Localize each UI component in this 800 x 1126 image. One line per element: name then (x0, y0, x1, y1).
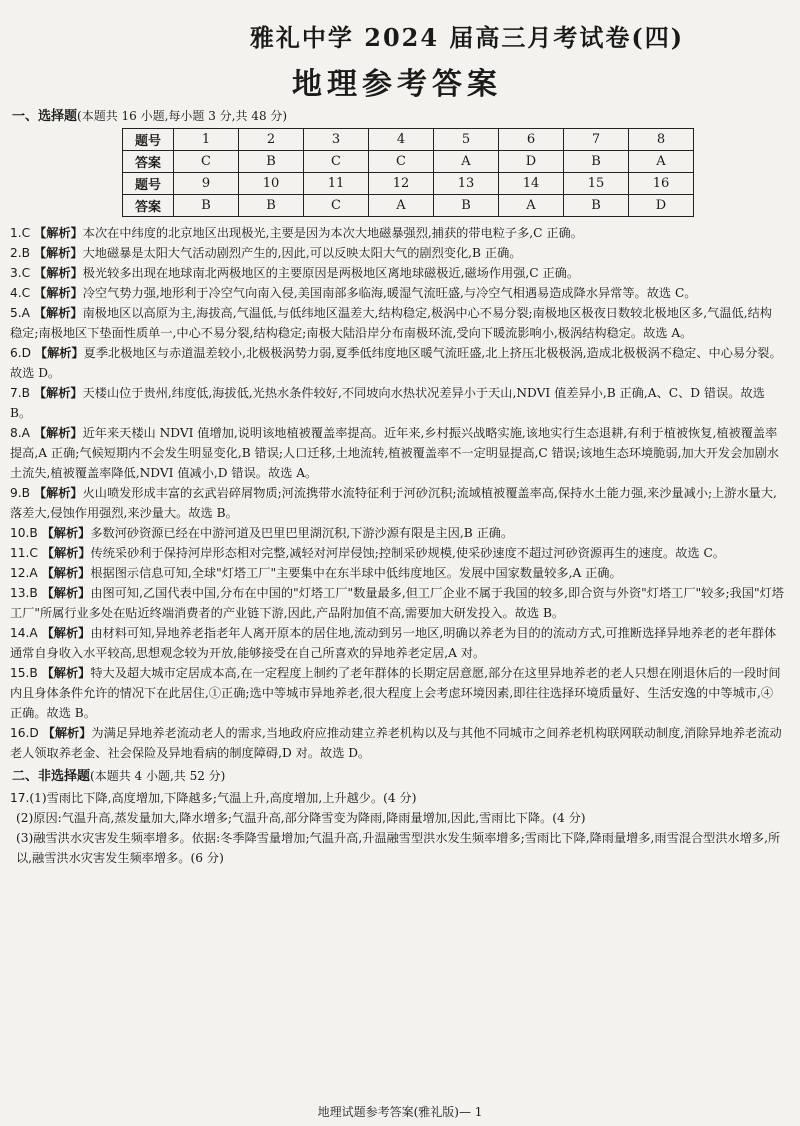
table-cell: 4 (369, 129, 434, 151)
table-cell: 15 (564, 173, 629, 195)
table-cell: C (369, 151, 434, 173)
table-cell: 7 (564, 129, 629, 151)
table-cell: B (174, 195, 239, 217)
table-cell: 6 (499, 129, 564, 151)
table-cell: 14 (499, 173, 564, 195)
table-cell: 8 (629, 129, 694, 151)
answer-list (10, 223, 784, 763)
list-item: 5.A 【解析】南极地区以高原为主,海拔高,气温低,与低纬地区温差大,结构稳定,极涡中心不易分裂;南极地区极夜日数较北极地区多,气温低,结构稳定;南极地区下垫面性质单一,中心不易分裂,结构稳定;南极大陆沿岸分布南极环流,受向下暖流影响小,极涡结构稳定。故选 A。 (10, 306, 772, 340)
table-cell: A (629, 151, 694, 173)
list-item: 12.A 【解析】根据图示信息可知,全球"灯塔工厂"主要集中在东半球中低纬度地区。发展中国家数量较多,A 正确。 (10, 566, 622, 580)
list-item: 6.D 【解析】夏季北极地区与赤道温差较小,北极极涡势力弱,夏季低纬度地区暖气流旺盛,北上挤压北极极涡,造成北极极涡不稳定、中心易分裂。故选 D。 (10, 346, 782, 380)
list-item: 7.B 【解析】天楼山位于贵州,纬度低,海拔低,光热水条件较好,不同坡向水热状况差异小于天山,NDVI 值差异小,B 正确,A、C、D 错误。故选 B。 (10, 386, 765, 420)
table-row-label: 题号 (123, 173, 174, 195)
table-row (123, 195, 694, 217)
table-cell: 3 (304, 129, 369, 151)
table-row-label: 题号 (123, 129, 174, 151)
list-item: 10.B 【解析】多数河砂资源已经在中游河道及巴里巴里湖沉积,下游沙源有限是主因,B 正确。 (10, 526, 514, 540)
section-2-note: (本题共 4 小题,共 52 分) (90, 769, 226, 783)
list-item: 17.(1)雪雨比下降,高度增加,下降越多;气温上升,高度增加,上升越少。(4 分) (10, 791, 417, 805)
page-title: 地理参考答案 (292, 67, 502, 102)
list-item: 8.A 【解析】近年来天楼山 NDVI 值增加,说明该地植被覆盖率提高。近年来,乡村振兴战略实施,该地实行生态退耕,有利于植被恢复,植被覆盖率提高,A 正确;气候短期内不会发生明显变化,B 错误;人口迁移,土地流转,植被覆盖率不一定明显提高,C 错误;该地生态环境脆弱,加大开发会加剧水土流失,植被覆盖率降低,NDVI 值减小,D 错误。故选 A。 (10, 426, 779, 480)
table-cell: 11 (304, 173, 369, 195)
list-item: 2.B 【解析】大地磁暴是太阳大气活动剧烈产生的,因此,可以反映太阳大气的剧烈变化,B 正确。 (10, 246, 522, 260)
question-17 (10, 788, 784, 868)
list-item: 4.C 【解析】冷空气势力强,地形利于冷空气向南入侵,美国南部多临海,暖湿气流旺盛,与冷空气相遇易造成降水异常等。故选 C。 (10, 286, 697, 300)
table-cell: D (499, 151, 564, 173)
table-cell: B (564, 195, 629, 217)
list-item: 16.D 【解析】为满足异地养老流动老人的需求,当地政府应推动建立养老机构以及与其他不同城市之间养老机构联网联动制度,消除异地养老流动老人领取养老金、社会保险及异地看病的制度障碍,D 对。故选 D。 (10, 726, 782, 760)
table-cell: A (499, 195, 564, 217)
table-cell: 9 (174, 173, 239, 195)
table-row (123, 173, 694, 195)
table-cell: 1 (174, 129, 239, 151)
list-item: 9.B 【解析】火山喷发形成丰富的玄武岩碎屑物质;河流携带水流特征利于河砂沉积;流域植被覆盖率高,保持水土能力强,来沙量减小;上游水量大,落差大,侵蚀作用强烈,来沙量大。故选 B。 (10, 486, 777, 520)
table-cell: A (434, 151, 499, 173)
table-cell: B (239, 151, 304, 173)
table-cell: D (629, 195, 694, 217)
table-cell: B (239, 195, 304, 217)
list-item: 3.C 【解析】极光较多出现在地球南北两极地区的主要原因是两极地区离地球磁极近,磁场作用强,C 正确。 (10, 266, 580, 280)
list-item: (2)原因:气温升高,蒸发量加大,降水增多;气温升高,部分降雪变为降雨,降雨量增加,因此,雪雨比下降。(4 分) (16, 811, 586, 825)
table-cell: A (369, 195, 434, 217)
section-1-title: 一、选择题 (12, 109, 78, 124)
section-1-note: (本题共 16 小题,每小题 3 分,共 48 分) (77, 109, 288, 123)
table-cell: C (304, 151, 369, 173)
section-1-heading (12, 105, 784, 124)
table-row (123, 151, 694, 173)
list-item: 14.A 【解析】由材料可知,异地养老指老年人离开原本的居住地,流动到另一地区,明确以养老为目的的流动方式,可推断选择异地养老的老年群体通常自身收入水平较高,思想观念较为开放,能够接受在自己所喜欢的异地养老定居,A 对。 (10, 626, 777, 660)
table-cell: 16 (629, 173, 694, 195)
table-cell: 13 (434, 173, 499, 195)
table-cell: C (304, 195, 369, 217)
table-cell: B (564, 151, 629, 173)
section-2-heading (12, 765, 784, 784)
table-cell: 10 (239, 173, 304, 195)
table-cell: 5 (434, 129, 499, 151)
list-item: 13.B 【解析】由图可知,乙国代表中国,分布在中国的"灯塔工厂"数量最多,但工厂企业不属于我国的较多,即合资与外资"灯塔工厂"较多;我国"灯塔工厂"所属行业多处在贴近终端消费者的产业链下游,因此,产品附加值不高,需要加大研发投入。故选 B。 (10, 586, 784, 620)
list-item: 11.C 【解析】传统采砂利于保持河岸形态相对完整,减轻对河岸侵蚀;控制采砂规模,使采砂速度不超过河砂资源再生的速度。故选 C。 (10, 546, 725, 560)
table-cell: 12 (369, 173, 434, 195)
answer-key-table (122, 128, 694, 217)
section-2-title: 二、非选择题 (12, 769, 91, 784)
table-row-label: 答案 (123, 195, 174, 217)
table-row (123, 129, 694, 151)
table-cell: C (174, 151, 239, 173)
list-item: 1.C 【解析】本次在中纬度的北京地区出现极光,主要是因为本次大地磁暴强烈,捕获的带电粒子多,C 正确。 (10, 226, 583, 240)
school-title: 雅礼中学 2024 届高三月考试卷(四) (249, 23, 685, 52)
table-cell: B (434, 195, 499, 217)
list-item: 15.B 【解析】特大及超大城市定居成本高,在一定程度上制约了老年群体的长期定居意愿,部分在这里异地养老的老人只想在刚退休后的一段时间内且身体条件允许的情况下在此居住,①正确;选中等城市异地养老,很大程度上会考虑环境因素,即往往选择环境质量好、生活安逸的中等城市,④正确。故选 B。 (10, 666, 781, 720)
table-row-label: 答案 (123, 151, 174, 173)
page-footer: 地理试题参考答案(雅礼版)— 1 (317, 1105, 483, 1119)
list-item: (3)融雪洪水灾害发生频率增多。依据:冬季降雪量增加;气温升高,升温融雪型洪水发生频率增多;雪雨比下降,降雨量增多,雨雪混合型洪水增多,所以,融雪洪水灾害发生频率增多。(6 分) (16, 831, 781, 865)
table-cell: 2 (239, 129, 304, 151)
